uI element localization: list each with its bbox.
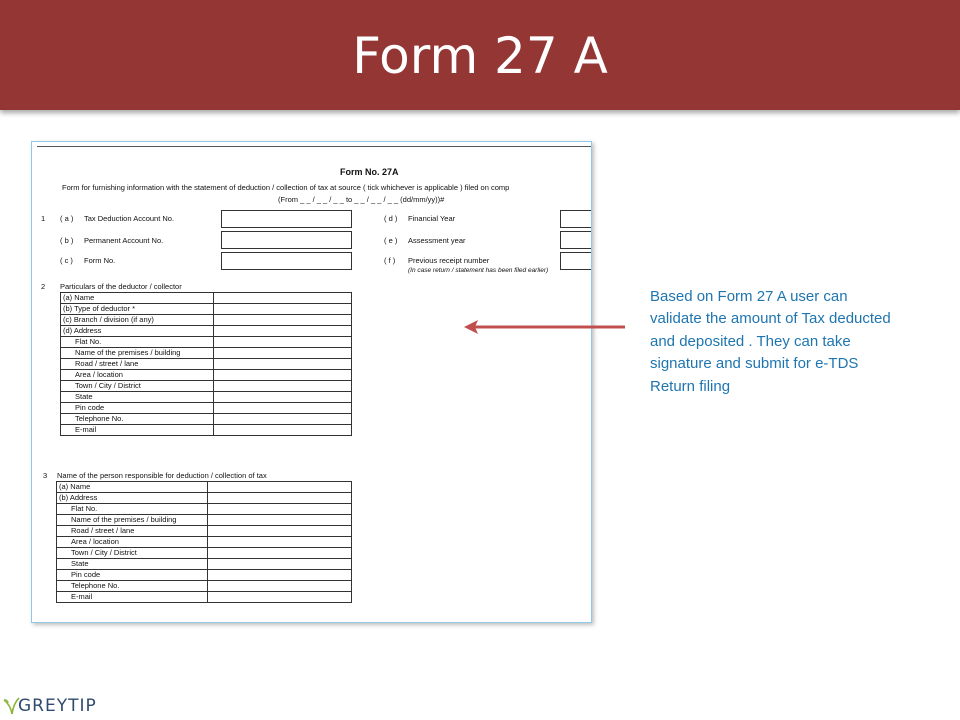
row-value	[214, 293, 352, 304]
pan-field	[221, 231, 352, 249]
pointer-arrow-icon	[462, 316, 628, 340]
row-value	[208, 559, 352, 570]
row-value	[208, 581, 352, 592]
table-row	[61, 370, 352, 381]
row-label: Town / City / District	[57, 548, 208, 559]
row-label: (d) Address	[61, 326, 214, 337]
table-row	[61, 381, 352, 392]
table-row	[61, 348, 352, 359]
title-banner	[0, 0, 960, 110]
financial-year-field	[560, 210, 592, 228]
table-row	[61, 326, 352, 337]
item-f-marker: ( f )	[384, 256, 396, 265]
table-row	[57, 559, 352, 570]
row-value	[208, 504, 352, 515]
item-e-marker: ( e )	[384, 236, 398, 245]
previous-receipt-label: Previous receipt number	[408, 256, 490, 265]
tan-label: Tax Deduction Account No.	[84, 214, 175, 223]
row-label: (c) Branch / division (if any)	[61, 315, 214, 326]
item-b-marker: ( b )	[60, 236, 74, 245]
row-label: Telephone No.	[61, 414, 214, 425]
greytip-logo	[2, 694, 142, 718]
table-row	[57, 526, 352, 537]
table-row	[61, 392, 352, 403]
slide-title: Form 27 A	[352, 27, 608, 85]
row-value	[214, 370, 352, 381]
row-value	[214, 425, 352, 436]
deductor-particulars-table	[60, 292, 352, 436]
row-label: Road / street / lane	[61, 359, 214, 370]
row-value	[208, 526, 352, 537]
row-label: Area / location	[57, 537, 208, 548]
row-value	[214, 326, 352, 337]
form-period: (From _ _ / _ _ / _ _ to _ _ / _ _ / _ _ (dd/mm/yy))#	[278, 195, 445, 204]
row-value	[214, 403, 352, 414]
form-top-rule	[37, 146, 592, 147]
row-value	[208, 515, 352, 526]
table-row	[57, 570, 352, 581]
row-label: Telephone No.	[57, 581, 208, 592]
table-row	[57, 504, 352, 515]
section-2-title: Particulars of the deductor / collector	[60, 282, 182, 291]
row-value	[208, 548, 352, 559]
row-label: Town / City / District	[61, 381, 214, 392]
table-row	[57, 493, 352, 504]
section-3-title: Name of the person responsible for deduction / collection of tax	[57, 471, 267, 480]
table-row	[61, 359, 352, 370]
row-label: State	[61, 392, 214, 403]
table-row	[61, 425, 352, 436]
row-label: Pin code	[57, 570, 208, 581]
row-value	[214, 414, 352, 425]
row-label: Flat No.	[61, 337, 214, 348]
form-27a-image	[31, 141, 592, 623]
form-subtitle: Form for furnishing information with the statement of deduction / collection of tax at source ( tick whichever is applicable ) filed on comp	[62, 183, 510, 192]
row-value	[214, 337, 352, 348]
assessment-year-field	[560, 231, 592, 249]
table-row	[57, 548, 352, 559]
previous-receipt-field	[560, 252, 592, 270]
row-value	[214, 392, 352, 403]
form-heading: Form No. 27A	[340, 167, 399, 177]
form-no-label: Form No.	[84, 256, 116, 265]
row-value	[208, 493, 352, 504]
form-no-field	[221, 252, 352, 270]
table-row	[57, 592, 352, 603]
table-row	[57, 515, 352, 526]
row-label: (b) Type of deductor *	[61, 304, 214, 315]
row-label: Pin code	[61, 403, 214, 414]
row-value	[214, 348, 352, 359]
table-row	[57, 482, 352, 493]
assessment-year-label: Assessment year	[408, 236, 466, 245]
row-label: Flat No.	[57, 504, 208, 515]
table-row	[61, 304, 352, 315]
row-value	[214, 315, 352, 326]
section-2-number: 2	[41, 282, 46, 291]
item-c-marker: ( c )	[60, 256, 73, 265]
row-label: Name of the premises / building	[61, 348, 214, 359]
item-a-marker: ( a )	[60, 214, 74, 223]
row-label: E-mail	[61, 425, 214, 436]
row-value	[208, 482, 352, 493]
row-label: (b) Address	[57, 493, 208, 504]
row-label: (a) Name	[57, 482, 208, 493]
table-row	[61, 293, 352, 304]
row-value	[208, 537, 352, 548]
logo-text: GREYTIP	[18, 696, 97, 716]
table-row	[57, 581, 352, 592]
table-row	[61, 315, 352, 326]
row-value	[208, 592, 352, 603]
callout-text: Based on Form 27 A user can validate the amount of Tax deducted and deposited . They can take signature and submit for e-TDS Return filing	[650, 288, 891, 395]
section-1-number: 1	[41, 214, 46, 223]
previous-receipt-note: (In case return / statement has been filed earlier)	[408, 267, 549, 274]
row-value	[214, 381, 352, 392]
form-content	[32, 142, 591, 622]
table-row	[61, 403, 352, 414]
row-value	[208, 570, 352, 581]
row-value	[214, 304, 352, 315]
row-label: (a) Name	[61, 293, 214, 304]
financial-year-label: Financial Year	[408, 214, 456, 223]
row-label: State	[57, 559, 208, 570]
table-row	[57, 537, 352, 548]
row-value	[214, 359, 352, 370]
row-label: Road / street / lane	[57, 526, 208, 537]
row-label: Area / location	[61, 370, 214, 381]
tan-field	[221, 210, 352, 228]
section-3-number: 3	[43, 471, 48, 480]
table-row	[61, 414, 352, 425]
row-label: E-mail	[57, 592, 208, 603]
responsible-person-table	[56, 481, 352, 603]
item-d-marker: ( d )	[384, 214, 398, 223]
row-label: Name of the premises / building	[57, 515, 208, 526]
table-row	[61, 337, 352, 348]
pan-label: Permanent Account No.	[84, 236, 164, 245]
